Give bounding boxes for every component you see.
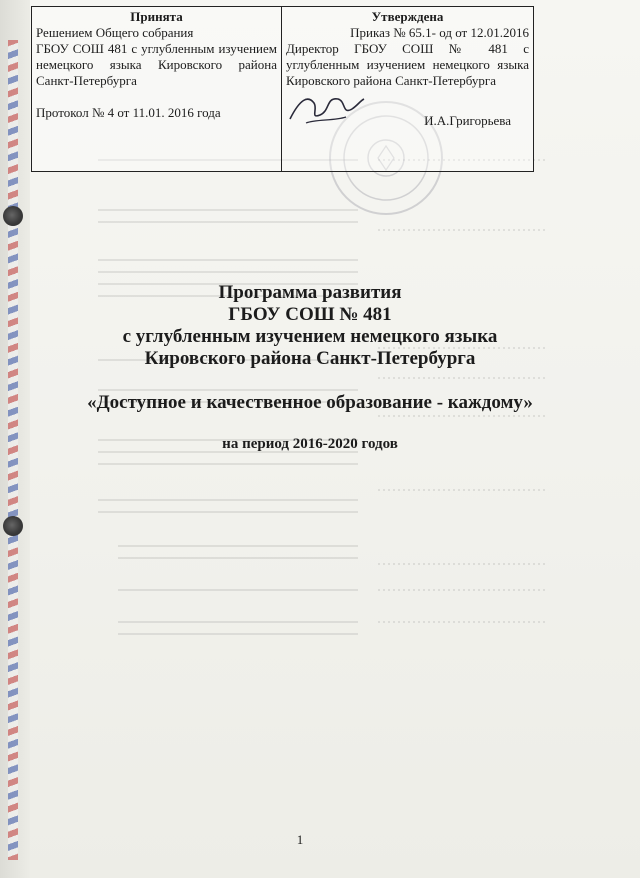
approval-table — [31, 6, 534, 172]
signer-name: И.А.Григорьева — [424, 113, 511, 128]
approved-title: Утверждена — [371, 9, 444, 24]
approved-director: Директор ГБОУ СОШ № 481 с углубленным изучением немецкого языка Кировского района Санкт-Петербурга — [286, 41, 529, 88]
accepted-protocol: Протокол № 4 от 11.01. 2016 года — [36, 105, 221, 120]
title-line-3: с углубленным изучением немецкого языка — [122, 326, 498, 347]
accepted-title: Принята — [130, 9, 183, 24]
document-title — [40, 282, 580, 370]
program-period: на период 2016-2020 годов — [222, 436, 398, 452]
page-number: 1 — [296, 832, 304, 847]
program-slogan: «Доступное и качественное образование - каждому» — [87, 392, 533, 413]
title-line-2: ГБОУ СОШ № 481 — [228, 304, 392, 325]
punch-hole-top — [3, 206, 23, 226]
approved-order: Приказ № 65.1- од от 12.01.2016 — [350, 25, 529, 40]
binding-strip — [0, 0, 30, 878]
accepted-line-2: ГБОУ СОШ 481 с углубленным изучением немецкого языка Кировского района Санкт-Петербурга — [36, 41, 277, 88]
approved-cell — [282, 7, 533, 171]
accepted-line-1: Решением Общего собрания — [36, 25, 194, 40]
title-line-4: Кировского района Санкт-Петербурга — [144, 348, 476, 369]
title-line-1: Программа развития — [218, 282, 402, 303]
accepted-cell — [32, 7, 282, 171]
handwritten-signature — [286, 89, 366, 129]
punch-hole-bottom — [3, 516, 23, 536]
tricolor-ribbon — [8, 40, 18, 860]
